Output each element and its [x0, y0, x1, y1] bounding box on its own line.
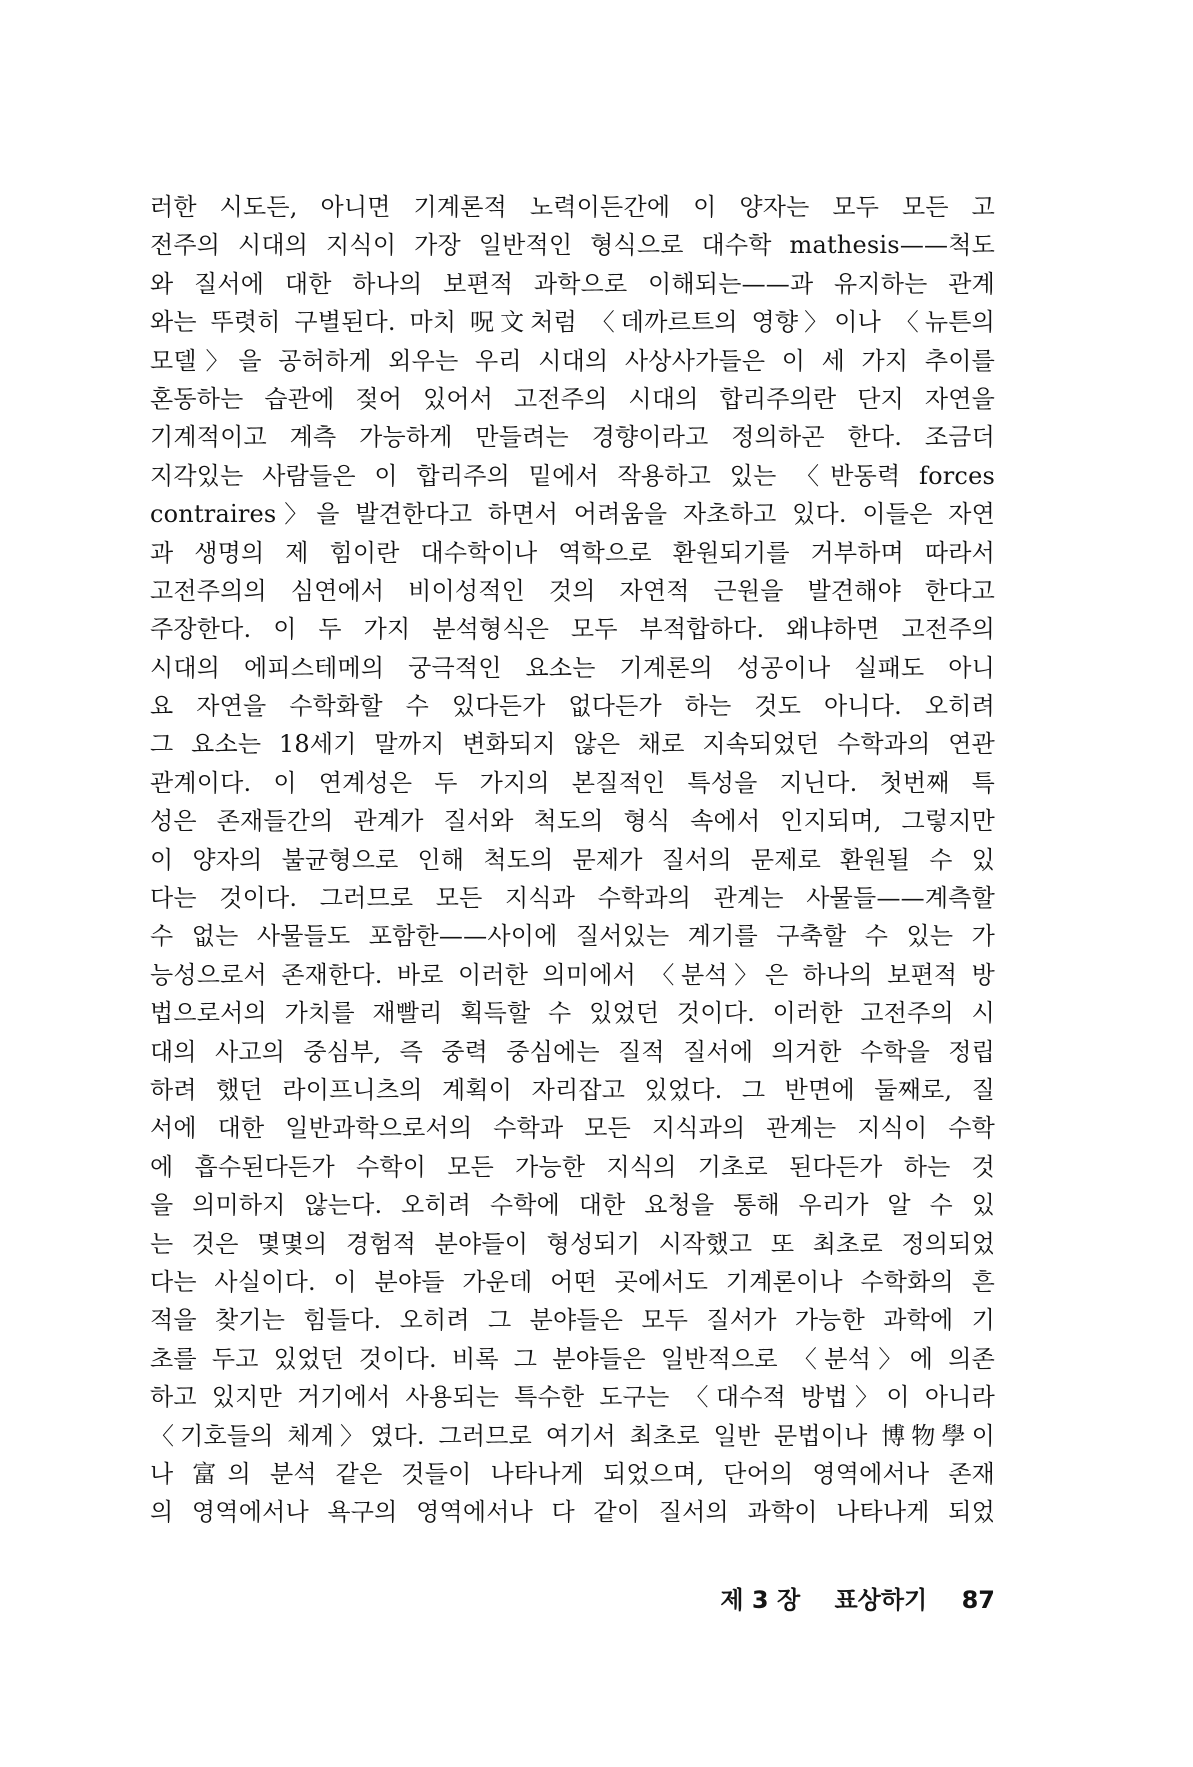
text-line: 대의 사고의 중심부, 즉 중력 중심에는 질적 질서에 의거한 수학을 정립 — [150, 1037, 995, 1066]
text-line: 하고 있지만 거기에서 사용되는 특수한 도구는 〈대수적 방법〉이 아니라 — [150, 1383, 995, 1412]
text-line: 적을 찾기는 힘들다. 오히려 그 분야들은 모두 질서가 가능한 과학에 기 — [150, 1306, 995, 1335]
text-line: 지각있는 사람들은 이 합리주의 밑에서 작용하고 있는 〈반동력 forces — [150, 461, 995, 490]
text-line: 에 흡수된다든가 수학이 모든 가능한 지식의 기초로 된다든가 하는 것 — [150, 1152, 995, 1181]
text-line: 관계이다. 이 연계성은 두 가지의 본질적인 특성을 지닌다. 첫번째 특 — [150, 768, 995, 797]
text-line: 〈기호들의 체계〉였다. 그러므로 여기서 최초로 일반 문법이나 博物學이 — [150, 1421, 995, 1450]
page-footer — [150, 1580, 995, 1615]
text-line: 주장한다. 이 두 가지 분석형식은 모두 부적합하다. 왜냐하면 고전주의 — [150, 615, 995, 644]
text-line: contraires〉을 발견한다고 하면서 어려움을 자초하고 있다. 이들은 자연 — [150, 500, 995, 529]
text-line: 다는 것이다. 그러므로 모든 지식과 수학과의 관계는 사물들——계측할 — [150, 884, 995, 913]
text-line: 수 없는 사물들도 포함한——사이에 질서있는 계기를 구축할 수 있는 가 — [150, 922, 995, 951]
text-line: 능성으로서 존재한다. 바로 이러한 의미에서 〈분석〉은 하나의 보편적 방 — [150, 960, 995, 989]
text-line: 성은 존재들간의 관계가 질서와 척도의 형식 속에서 인지되며, 그렇지만 — [150, 807, 995, 836]
text-line: 법으로서의 가치를 재빨리 획득할 수 있었던 것이다. 이러한 고전주의 시 — [150, 999, 995, 1028]
text-line: 시대의 에피스테메의 궁극적인 요소는 기계론의 성공이나 실패도 아니 — [150, 653, 995, 682]
text-line: 와는 뚜렷히 구별된다. 마치 呪文처럼 〈데까르트의 영향〉이나 〈뉴튼의 — [150, 308, 995, 337]
body-text — [150, 188, 995, 1532]
text-line: 러한 시도든, 아니면 기계론적 노력이든간에 이 양자는 모두 모든 고 — [150, 193, 995, 221]
text-line: 서에 대한 일반과학으로서의 수학과 모든 지식과의 관계는 지식이 수학 — [150, 1114, 995, 1143]
text-line: 혼동하는 습관에 젖어 있어서 고전주의 시대의 합리주의란 단지 자연을 — [150, 384, 995, 413]
text-line: 전주의 시대의 지식이 가장 일반적인 형식으로 대수학 mathesis——척도 — [150, 231, 995, 260]
text-line: 다는 사실이다. 이 분야들 가운데 어떤 곳에서도 기계론이나 수학화의 흔 — [150, 1267, 995, 1296]
text-line: 그 요소는 18세기 말까지 변화되지 않은 채로 지속되었던 수학과의 연관 — [150, 730, 995, 759]
text-line: 와 질서에 대한 하나의 보편적 과학으로 이해되는——과 유지하는 관계 — [150, 269, 995, 298]
text-line: 나 富의 분석 같은 것들이 나타나게 되었으며, 단어의 영역에서나 존재 — [150, 1459, 995, 1488]
text-line: 하려 했던 라이프니츠의 계획이 자리잡고 있었다. 그 반면에 둘째로, 질 — [150, 1075, 995, 1104]
text-line: 고전주의의 심연에서 비이성적인 것의 자연적 근원을 발견해야 한다고 — [150, 576, 995, 605]
text-line: 초를 두고 있었던 것이다. 비록 그 분야들은 일반적으로 〈분석〉에 의존 — [150, 1344, 995, 1373]
text-line: 요 자연을 수학화할 수 있다든가 없다든가 하는 것도 아니다. 오히려 — [150, 692, 995, 721]
text-line: 과 생명의 제 힘이란 대수학이나 역학으로 환원되기를 거부하며 따라서 — [150, 538, 995, 567]
text-line: 는 것은 몇몇의 경험적 분야들이 형성되기 시작했고 또 최초로 정의되었 — [150, 1229, 995, 1258]
text-line: 기계적이고 계측 가능하게 만들려는 경향이라고 정의하곤 한다. 조금더 — [150, 423, 995, 452]
chapter-label: 제 3 장 — [720, 1586, 801, 1614]
chapter-title: 표상하기 — [834, 1586, 928, 1614]
page-number: 87 — [961, 1586, 995, 1614]
text-line: 을 의미하지 않는다. 오히려 수학에 대한 요청을 통해 우리가 알 수 있 — [150, 1191, 995, 1220]
text-line: 이 양자의 불균형으로 인해 척도의 문제가 질서의 문제로 환원될 수 있 — [150, 845, 995, 874]
text-line: 의 영역에서나 욕구의 영역에서나 다 같이 질서의 과학이 나타나게 되었 — [150, 1498, 995, 1527]
text-line: 모델〉을 공허하게 외우는 우리 시대의 사상사가들은 이 세 가지 추이를 — [150, 346, 995, 375]
